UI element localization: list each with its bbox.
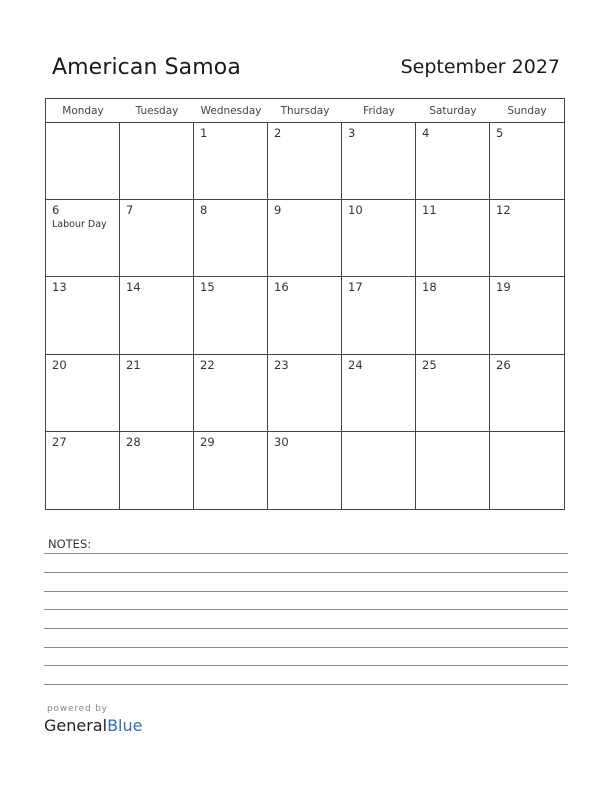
day-cell	[46, 123, 120, 200]
day-number: 4	[422, 126, 430, 140]
day-number: 11	[422, 203, 437, 218]
day-cell	[194, 123, 268, 200]
weekday-header	[46, 99, 564, 123]
day-number: 25	[422, 357, 437, 372]
day-number: 10	[348, 203, 363, 218]
day-number: 13	[52, 280, 67, 295]
day-number: 30	[274, 434, 289, 449]
day-cell	[120, 123, 194, 200]
day-cell	[342, 277, 416, 354]
holiday-label: Labour Day	[52, 219, 107, 231]
weekday-label: Monday	[62, 105, 104, 117]
day-number: 29	[200, 434, 215, 449]
note-line	[44, 572, 568, 573]
day-cell	[490, 277, 564, 354]
region-title: American Samoa	[52, 55, 241, 80]
day-cell	[120, 432, 194, 509]
brand-logo	[44, 716, 142, 735]
weekday-label: Wednesday	[200, 105, 262, 117]
note-line	[44, 553, 568, 554]
day-cell	[46, 277, 120, 354]
note-line	[44, 609, 568, 610]
day-number: 27	[52, 434, 67, 449]
day-number: 12	[496, 203, 511, 218]
day-number: 5	[496, 126, 504, 140]
notes-label: NOTES:	[48, 537, 92, 551]
brand-blue: Blue	[107, 716, 143, 735]
weekday-label: Saturday	[429, 105, 477, 117]
day-cell	[194, 200, 268, 277]
day-cell	[342, 432, 416, 509]
day-number: 26	[496, 357, 511, 372]
day-cell	[342, 200, 416, 277]
day-cell	[416, 277, 490, 354]
day-cell	[416, 355, 490, 432]
day-number: 1	[200, 126, 208, 140]
day-number: 17	[348, 280, 363, 295]
day-cell	[268, 355, 342, 432]
day-number: 8	[200, 203, 208, 218]
day-number: 22	[200, 357, 215, 372]
day-cell	[416, 200, 490, 277]
day-cell	[342, 355, 416, 432]
calendar-days	[46, 123, 564, 509]
day-number: 21	[126, 357, 141, 372]
day-number: 7	[126, 203, 134, 218]
day-cell	[46, 355, 120, 432]
day-number: 18	[422, 280, 437, 295]
day-number: 19	[496, 280, 511, 295]
day-number: 2	[274, 126, 282, 140]
day-cell	[194, 277, 268, 354]
month-title: September 2027	[400, 56, 560, 78]
day-number: 6	[52, 203, 60, 218]
day-cell	[416, 123, 490, 200]
note-line	[44, 684, 568, 685]
day-cell	[120, 355, 194, 432]
note-line	[44, 647, 568, 648]
day-number: 23	[274, 357, 289, 372]
day-number: 28	[126, 434, 141, 449]
day-number: 24	[348, 357, 363, 372]
calendar-grid	[45, 98, 565, 510]
day-number: 16	[274, 280, 289, 295]
day-cell	[490, 200, 564, 277]
day-cell	[268, 123, 342, 200]
powered-by-text: powered by	[47, 704, 108, 714]
note-line	[44, 591, 568, 592]
day-cell	[268, 200, 342, 277]
day-cell	[342, 123, 416, 200]
note-line	[44, 665, 568, 666]
day-number: 14	[126, 280, 141, 295]
note-line	[44, 628, 568, 629]
brand-general: General	[44, 716, 108, 735]
day-number: 3	[348, 126, 356, 140]
weekday-label: Friday	[363, 105, 395, 117]
day-cell	[120, 200, 194, 277]
day-number: 9	[274, 203, 282, 218]
weekday-label: Sunday	[507, 105, 547, 117]
weekday-label: Tuesday	[135, 105, 179, 117]
day-number: 20	[52, 357, 67, 372]
weekday-label: Thursday	[280, 105, 330, 117]
day-cell	[194, 355, 268, 432]
day-cell	[268, 277, 342, 354]
day-cell	[490, 123, 564, 200]
day-cell	[268, 432, 342, 509]
day-cell	[490, 432, 564, 509]
day-cell	[490, 355, 564, 432]
day-number: 15	[200, 280, 215, 295]
day-cell	[416, 432, 490, 509]
day-cell	[46, 200, 120, 277]
day-cell	[46, 432, 120, 509]
day-cell	[194, 432, 268, 509]
day-cell	[120, 277, 194, 354]
